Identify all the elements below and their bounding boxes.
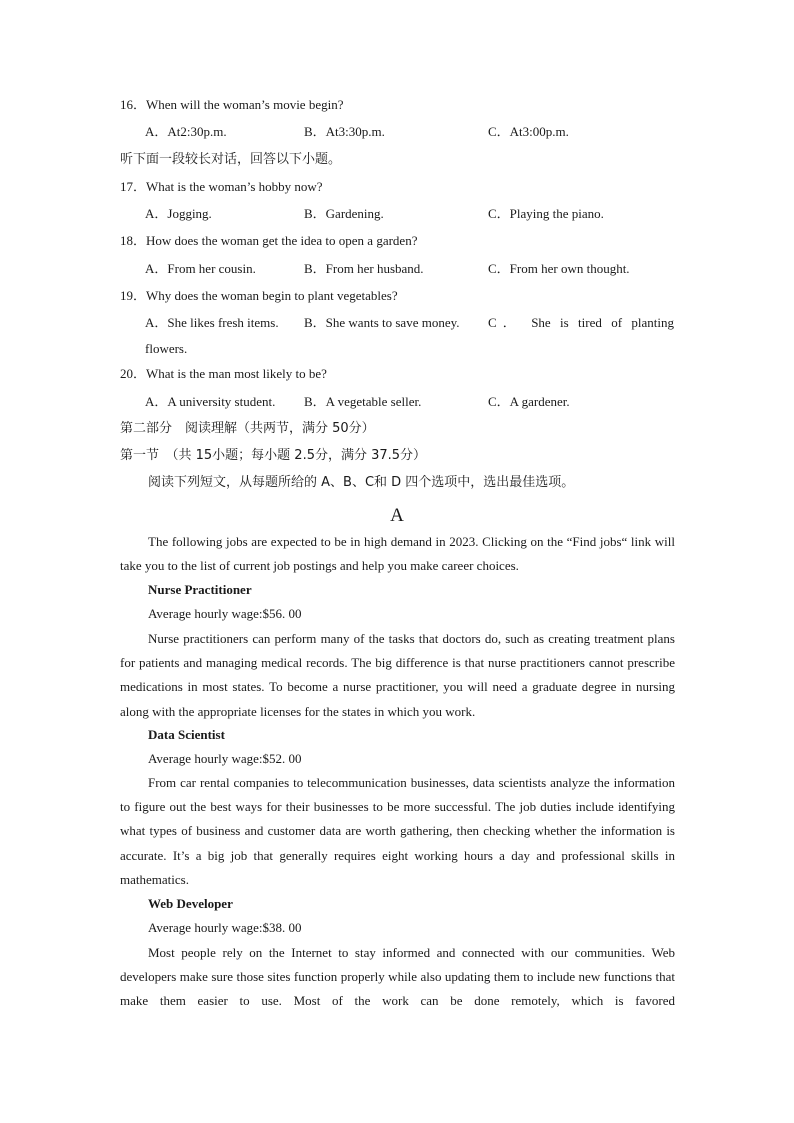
q18-option-b: B．From her husband. <box>304 261 424 276</box>
job-text-nurse-practitioner: Nurse practitioners can perform many of the tasks that doctors do, such as creating treatment plans for patients and managing medical records. The big difference is that nurse practitioners cannot prescribe medications in most states. To become a nurse practitioner, you will need a graduate degree in nursing along with the appropriate licenses for the states in which you work. <box>120 631 675 719</box>
job-title-data-scientist: Data Scientist <box>148 727 225 742</box>
q16-option-c: C．At3:00p.m. <box>488 124 569 139</box>
q17-option-c: C．Playing the piano. <box>488 206 604 221</box>
q19-option-b: B．She wants to save money. <box>304 315 460 330</box>
part2-heading: 第二部分 阅读理解（共两节，满分 50分） <box>120 421 375 436</box>
q20-option-b: B．A vegetable seller. <box>304 394 422 409</box>
question-20: 20．What is the man most likely to be? <box>120 366 327 381</box>
q17-option-b: B．Gardening. <box>304 206 384 221</box>
job-wage-nurse-practitioner: Average hourly wage:$56. 00 <box>148 606 302 621</box>
question-17: 17．What is the woman’s hobby now? <box>120 179 323 194</box>
section1-heading: 第一节 （共 15小题；每小题 2.5分，满分 37.5分） <box>120 448 427 463</box>
q20-option-c: C．A gardener. <box>488 394 570 409</box>
long-dialogue-instruction: 听下面一段较长对话，回答以下小题。 <box>120 152 342 167</box>
job-title-nurse-practitioner: Nurse Practitioner <box>148 582 252 597</box>
q16-option-b: B．At3:30p.m. <box>304 124 385 139</box>
passage-label: A <box>390 505 404 526</box>
question-16: 16．When will the woman’s movie begin? <box>120 97 344 112</box>
q20-option-a: A．A university student. <box>145 394 276 409</box>
q19-option-c-continuation: flowers. <box>145 341 188 356</box>
job-text-data-scientist: From car rental companies to telecommunication businesses, data scientists analyze the information to figure out the best ways for their businesses to be more successful. The job duties include identifying what types of business and customer data are worth gathering, then checking whether the information is accurate. It’s a big job that generally requires eight working hours a day and professional skills in mathematics. <box>120 775 675 887</box>
job-title-web-developer: Web Developer <box>148 896 233 911</box>
q17-option-a: A．Jogging. <box>145 206 212 221</box>
question-18: 18．How does the woman get the idea to open a garden? <box>120 233 418 248</box>
job-wage-web-developer: Average hourly wage:$38. 00 <box>148 920 302 935</box>
reading-instruction: 阅读下列短文，从每题所给的 A、B、C和 D 四个选项中，选出最佳选项。 <box>148 475 575 490</box>
question-19: 19．Why does the woman begin to plant vegetables? <box>120 288 398 303</box>
q16-option-a: A．At2:30p.m. <box>145 124 227 139</box>
passage-intro: The following jobs are expected to be in high demand in 2023. Clicking on the “Find jobs“ link will take you to the list of current job postings and help you make career choices. <box>120 534 675 574</box>
job-text-web-developer: Most people rely on the Internet to stay informed and connected with our communities. Web developers make sure those sites function properly while also updating them to include new functions that make them easier to use. Most of the work can be done remotely, which is favored <box>120 945 675 1009</box>
q19-option-a: A．She likes fresh items. <box>145 315 279 330</box>
q18-option-c: C．From her own thought. <box>488 261 630 276</box>
job-wage-data-scientist: Average hourly wage:$52. 00 <box>148 751 302 766</box>
q19-option-c: C． She is tired of planting <box>488 315 674 330</box>
q18-option-a: A．From her cousin. <box>145 261 256 276</box>
